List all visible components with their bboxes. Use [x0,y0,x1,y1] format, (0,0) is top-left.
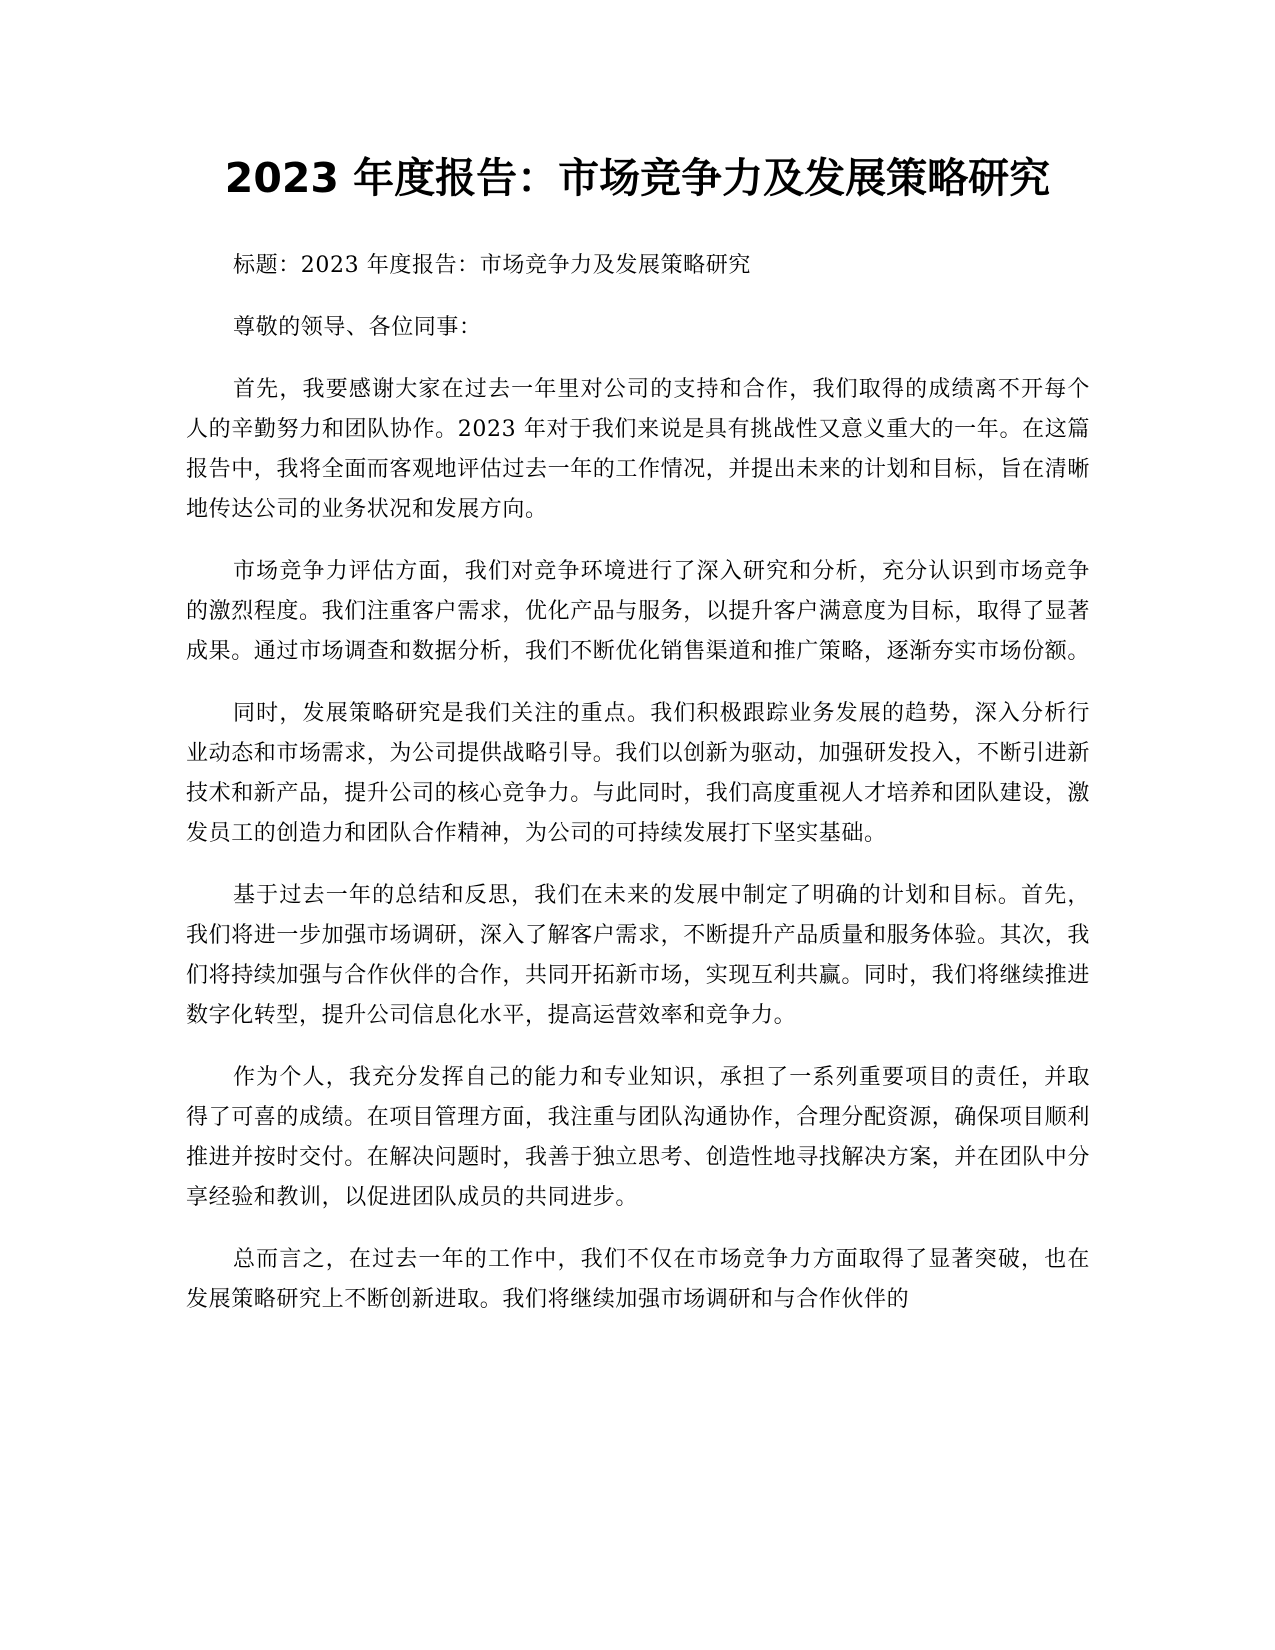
paragraph-development-strategy: 同时，发展策略研究是我们关注的重点。我们积极跟踪业务发展的趋势，深入分析行业动态和市场需求，为公司提供战略引导。我们以创新为驱动，加强研发投入，不断引进新技术和新产品，提升公司的核心竞争力。与此同时，我们高度重视人才培养和团队建设，激发员工的创造力和团队合作精神，为公司的可持续发展打下坚实基础。 [186,701,1091,846]
document-body [186,246,1090,1342]
paragraph-future-plans: 基于过去一年的总结和反思，我们在未来的发展中制定了明确的计划和目标。首先，我们将进一步加强市场调研，深入了解客户需求，不断提升产品质量和服务体验。其次，我们将持续加强与合作伙伴的合作，共同开拓新市场，实现互利共赢。同时，我们将继续推进数字化转型，提升公司信息化水平，提高运营效率和竞争力。 [186,883,1091,1028]
paragraph-personal-contribution: 作为个人，我充分发挥自己的能力和专业知识，承担了一系列重要项目的责任，并取得了可喜的成绩。在项目管理方面，我注重与团队沟通协作，合理分配资源，确保项目顺利推进并按时交付。在解决问题时，我善于独立思考、创造性地寻找解决方案，并在团队中分享经验和教训，以促进团队成员的共同进步。 [186,1065,1091,1210]
paragraph-heading-line: 标题：2023 年度报告：市场竞争力及发展策略研究 [233,253,751,278]
paragraph-introduction: 首先，我要感谢大家在过去一年里对公司的支持和合作，我们取得的成绩离不开每个人的辛勤努力和团队协作。2023 年对于我们来说是具有挑战性又意义重大的一年。在这篇报告中，我将全面而客观地评估过去一年的工作情况，并提出未来的计划和目标，旨在清晰地传达公司的业务状况和发展方向。 [186,377,1091,522]
document-title: 2023 年度报告：市场竞争力及发展策略研究 [224,154,1051,202]
paragraph-summary: 总而言之，在过去一年的工作中，我们不仅在市场竞争力方面取得了显著突破，也在发展策略研究上不断创新进取。我们将继续加强市场调研和与合作伙伴的 [186,1247,1090,1312]
paragraph-salutation: 尊敬的领导、各位同事： [233,315,482,340]
paragraph-market-competitiveness: 市场竞争力评估方面，我们对竞争环境进行了深入研究和分析，充分认识到市场竞争的激烈程度。我们注重客户需求，优化产品与服务，以提升客户满意度为目标，取得了显著成果。通过市场调查和数据分析，我们不断优化销售渠道和推广策略，逐渐夯实市场份额。 [186,559,1091,664]
